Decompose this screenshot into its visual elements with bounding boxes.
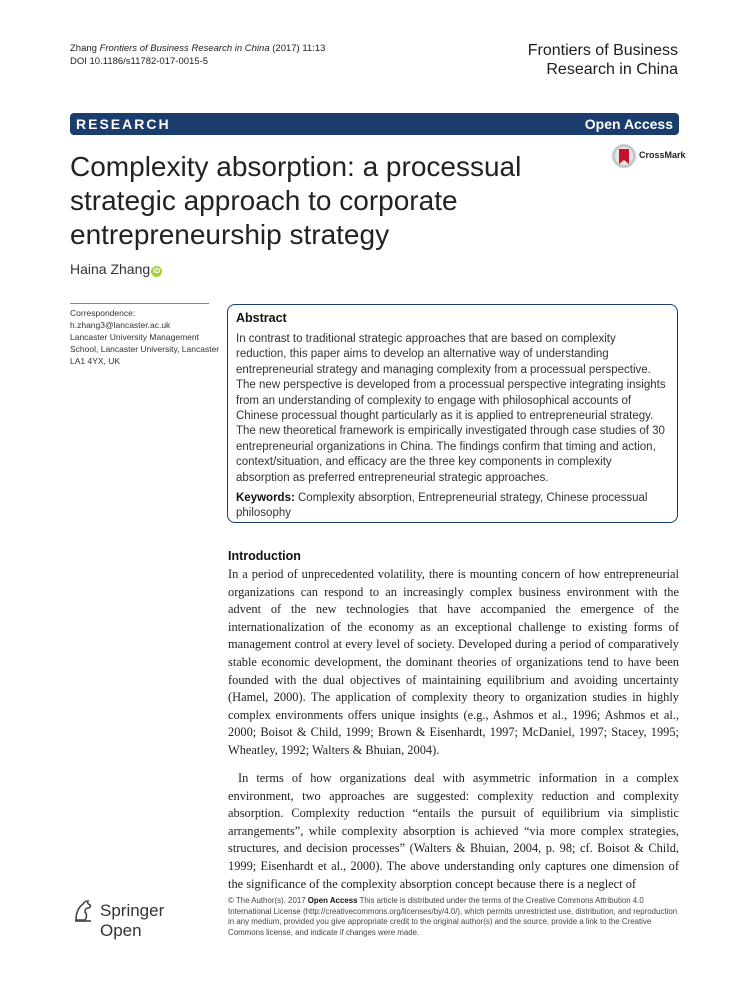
correspondence-block bbox=[70, 307, 220, 367]
author-line bbox=[70, 261, 162, 277]
citation-author: Zhang bbox=[70, 43, 97, 54]
crossmark-label: CrossMark bbox=[639, 150, 686, 160]
license-prefix: © The Author(s). 2017 bbox=[228, 896, 308, 905]
citation-volume: (2017) 11:13 bbox=[269, 43, 326, 54]
orcid-icon[interactable]: iD bbox=[153, 268, 161, 275]
license-body: This article is distributed under the terms of the Creative Commons Attribution 4.0 International License (http://creativecommons.org/licenses/by/4.0/), which permits unrestricted use, distribution, and reproduction in any medium, provided you give appropriate credit to the original author(s) and the source, provide a link to the Creative Commons license, and indicate if changes were made. bbox=[228, 896, 678, 937]
crossmark-icon bbox=[611, 143, 637, 169]
keywords-label: Keywords: bbox=[236, 492, 295, 504]
abstract-box bbox=[227, 304, 678, 523]
license-open-access: Open Access bbox=[307, 896, 358, 905]
introduction-heading: Introduction bbox=[228, 549, 301, 563]
correspondence-divider bbox=[70, 303, 209, 304]
doi-link[interactable]: DOI 10.1186/s11782-017-0015-5 bbox=[70, 56, 209, 67]
citation-journal: Frontiers of Business Research in China bbox=[99, 43, 270, 54]
journal-name-line2: Research in China bbox=[546, 61, 678, 78]
citation-header bbox=[70, 42, 325, 68]
body-paragraph-1: In a period of unprecedented volatility, there is mounting concern of how entrepreneurial organizations can respond to an increasingly complex business environment with the advent of the new technologies that have accompanied the emergence of the internationalization of the economy as an exceptional challenge to existing forms of management control at every level of society. Developed during a period of comparatively stable economic development, the dominant theories of organizations tend to have been founded with the dual objectives of maintaining equilibrium and avoiding uncertainty (Hamel, 2000). The application of complexity theory to organization studies in highly complex environments offers unique insights (e.g., Ashmos et al., 1996; Ashmos et al., 2000; Boisot & Child, 1999; Brown & Eisenhardt, 1997; McDaniel, 1997; Stacey, 1995; Wheatley, 1992; Walters & Bhuian, 2004). bbox=[228, 567, 679, 757]
springer-open-logo bbox=[70, 897, 210, 940]
keywords bbox=[236, 491, 668, 522]
correspondence-affiliation: Lancaster University Management School, Lancaster University, Lancaster LA1 4YX, UK bbox=[70, 332, 220, 366]
crossmark-button[interactable] bbox=[611, 143, 686, 169]
article-title: Complexity absorption: a processual strategic approach to corporate entrepreneurship strategy bbox=[70, 151, 522, 250]
correspondence-email[interactable]: h.zhang3@lancaster.ac.uk bbox=[70, 320, 171, 330]
journal-name bbox=[528, 41, 678, 79]
article-type-banner bbox=[70, 113, 679, 135]
license-text bbox=[228, 896, 679, 938]
publisher-name: Springer Open bbox=[100, 901, 165, 940]
abstract-text: In contrast to traditional strategic approaches that are based on complexity reduction, this paper aims to develop an alternative way of understanding entrepreneurial strategy and managing complexity from a processual perspective. The new perspective is developed from a processual perspective integrating insights from an understanding of complexity to engage with philosophical accounts of Chinese processual thought particularly as it is applied to entrepreneurial strategy. The new theoretical framework is empirically investigated through case studies of 30 entrepreneurial organizations in China. The findings confirm that timing and action, context/situation, and efficacy are the three key components in complexity absorption as preferred entrepreneurial strategic approaches. bbox=[236, 333, 666, 484]
citation-line bbox=[70, 42, 325, 55]
correspondence-label: Correspondence: bbox=[70, 308, 136, 318]
article-type-label: RESEARCH bbox=[76, 116, 171, 132]
keywords-text: Complexity absorption, Entrepreneurial strategy, Chinese processual philosophy bbox=[236, 492, 648, 520]
body-paragraph-2: In terms of how organizations deal with asymmetric information in a complex environment, two approaches are suggested: complexity reduction and complexity absorption. Complexity reduction “entails the pursuit of equilibrium via simplistic arrangements”, while complexity absorption is achieved “via more complex strategies, structures, and decision processes” (Walters & Bhuian, 2004, p. 98; cf. Boisot & Child, 1999; Eisenhardt et al., 2000). The above understanding only captures one dimension of the significance of the complexity absorption concept because there is a neglect of bbox=[228, 771, 679, 891]
springer-horse-icon bbox=[70, 898, 96, 924]
journal-name-line1: Frontiers of Business bbox=[527, 42, 678, 59]
author-name[interactable]: Haina Zhang bbox=[70, 261, 151, 277]
abstract-heading: Abstract bbox=[236, 311, 287, 325]
open-access-label: Open Access bbox=[584, 116, 673, 132]
